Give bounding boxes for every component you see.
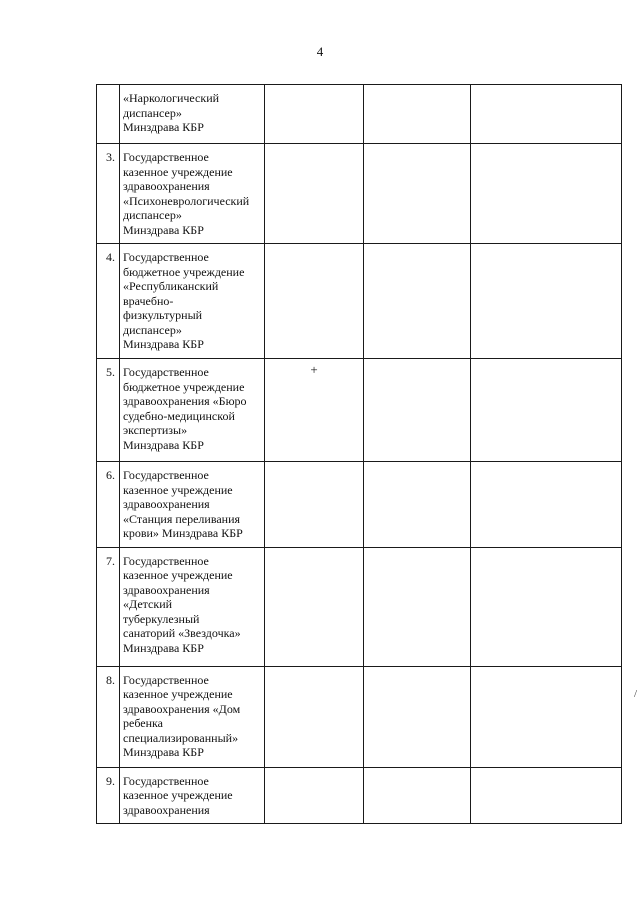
row-number-cell — [97, 767, 120, 824]
page-number: 4 — [316, 44, 324, 59]
mark-value — [265, 667, 363, 671]
row-number-cell — [97, 85, 120, 144]
institution-name: Государственное казенное учреждение здравоохранения «Станция переливания крови» Минздрава КБР — [123, 468, 243, 540]
column-c-cell — [471, 462, 622, 548]
mark-value: + — [310, 362, 318, 377]
table-row — [97, 85, 622, 144]
row-number: 5. — [106, 365, 115, 379]
column-b-cell — [364, 144, 471, 244]
institution-name: Государственное бюджетное учреждение здравоохранения «Бюро судебно-медицинской экспертизы» Минздрава КБР — [123, 365, 247, 452]
institution-name-cell — [120, 666, 265, 767]
row-number-cell — [97, 547, 120, 666]
institution-name: Государственное казенное учреждение здравоохранения «Дом ребенка специализированный» Минздрава КБР — [123, 672, 241, 759]
institution-name-cell — [120, 359, 265, 462]
row-number: 4. — [106, 250, 115, 264]
row-number: 8. — [106, 672, 115, 687]
margin-mark: / — [634, 688, 638, 700]
table-row — [97, 359, 622, 462]
row-number-cell — [97, 144, 120, 244]
column-b-cell — [364, 547, 471, 666]
column-a-cell — [265, 767, 364, 824]
table-row — [97, 547, 622, 666]
institution-name: Государственное бюджетное учреждение «Республиканский врачебно- физкультурный диспансер» Минздрава КБР — [123, 250, 245, 351]
row-number: 3. — [106, 150, 115, 164]
column-a-cell — [265, 244, 364, 359]
column-b-cell — [364, 244, 471, 359]
table-row — [97, 244, 622, 359]
institution-name-cell — [120, 244, 265, 359]
column-c-cell — [471, 85, 622, 144]
column-b-cell — [364, 767, 471, 824]
mark-value — [265, 768, 363, 772]
row-number: 7. — [106, 553, 115, 568]
column-a-cell — [265, 462, 364, 548]
mark-value — [265, 85, 363, 89]
column-c-cell — [471, 666, 622, 767]
mark-value — [265, 462, 363, 466]
column-c-cell — [471, 144, 622, 244]
row-number-cell — [97, 666, 120, 767]
institution-name-cell — [120, 85, 265, 144]
mark-value — [265, 144, 363, 148]
column-a-cell — [265, 359, 364, 462]
institution-name: Государственное казенное учреждение здравоохранения «Детский туберкулезный санаторий «Звездочка» Минздрава КБР — [123, 553, 241, 655]
institution-name: Государственное казенное учреждение здравоохранения — [123, 773, 233, 817]
column-a-cell — [265, 85, 364, 144]
row-number: 6. — [106, 468, 115, 482]
column-c-cell — [471, 547, 622, 666]
institution-name: «Наркологический диспансер» Минздрава КБР — [123, 91, 220, 134]
table-row — [97, 144, 622, 244]
row-number-cell — [97, 359, 120, 462]
institutions-table — [96, 84, 622, 824]
institution-name-cell — [120, 547, 265, 666]
column-a-cell — [265, 144, 364, 244]
column-b-cell — [364, 666, 471, 767]
column-c-cell — [471, 244, 622, 359]
mark-value — [265, 548, 363, 552]
column-b-cell — [364, 85, 471, 144]
column-c-cell — [471, 767, 622, 824]
column-a-cell — [265, 547, 364, 666]
mark-value — [265, 244, 363, 248]
table-row — [97, 666, 622, 767]
table-row — [97, 462, 622, 548]
column-b-cell — [364, 462, 471, 548]
table-row — [97, 767, 622, 824]
institution-name-cell — [120, 767, 265, 824]
column-c-cell — [471, 359, 622, 462]
row-number — [97, 85, 119, 91]
institution-name-cell — [120, 144, 265, 244]
row-number-cell — [97, 462, 120, 548]
column-b-cell — [364, 359, 471, 462]
institution-name: Государственное казенное учреждение здравоохранения «Психоневрологический диспансер» Минздрава КБР — [123, 150, 250, 237]
column-a-cell — [265, 666, 364, 767]
institution-name-cell — [120, 462, 265, 548]
row-number-cell — [97, 244, 120, 359]
row-number: 9. — [106, 773, 115, 788]
